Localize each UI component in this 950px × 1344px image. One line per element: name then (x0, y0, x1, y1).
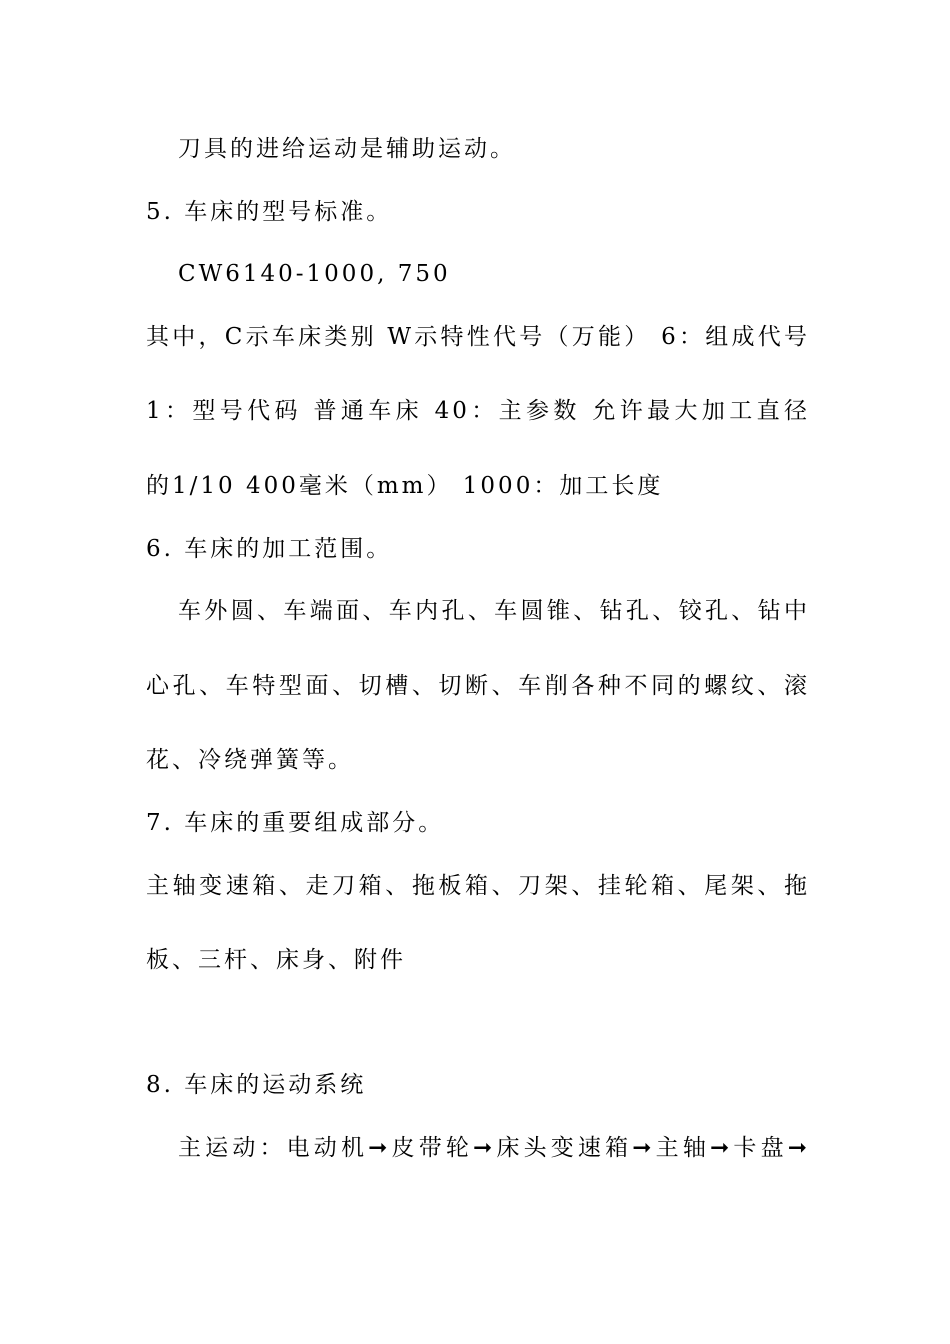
text-line-main-components-2: 板、三杆、床身、附件 (146, 947, 406, 973)
text-line-model-number: CW6140-1000, 750 (178, 261, 451, 287)
text-line-main-motion-chain: 主运动：电动机➞皮带轮➞床头变速箱➞主轴➞卡盘➞ (178, 1135, 810, 1161)
text-line-model-explanation-2: 1：型号代码 普通车床 40：主参数 允许最大加工直径 (146, 398, 810, 424)
text-line-main-components-1: 主轴变速箱、走刀箱、拖板箱、刀架、挂轮箱、尾架、拖 (146, 873, 810, 899)
heading-lathe-model-standard: 5. 车床的型号标准。 (146, 199, 393, 225)
text-line-model-explanation-3: 的1/10 400毫米（mm） 1000：加工长度 (146, 473, 664, 499)
text-line-machining-range-1: 车外圆、车端面、车内孔、车圆锥、钻孔、铰孔、钻中 (178, 598, 810, 624)
text-line-machining-range-2: 心孔、车特型面、切槽、切断、车削各种不同的螺纹、滚 (146, 673, 810, 699)
text-line-feed-motion: 刀具的进给运动是辅助运动。 (178, 136, 516, 162)
text-line-model-explanation-1: 其中，C示车床类别 W示特性代号（万能） 6：组成代号 (146, 324, 810, 350)
text-line-machining-range-3: 花、冷绕弹簧等。 (146, 747, 354, 773)
heading-lathe-machining-range: 6. 车床的加工范围。 (146, 536, 393, 562)
heading-lathe-motion-system: 8. 车床的运动系统 (146, 1072, 367, 1098)
heading-lathe-main-components: 7. 车床的重要组成部分。 (146, 810, 445, 836)
